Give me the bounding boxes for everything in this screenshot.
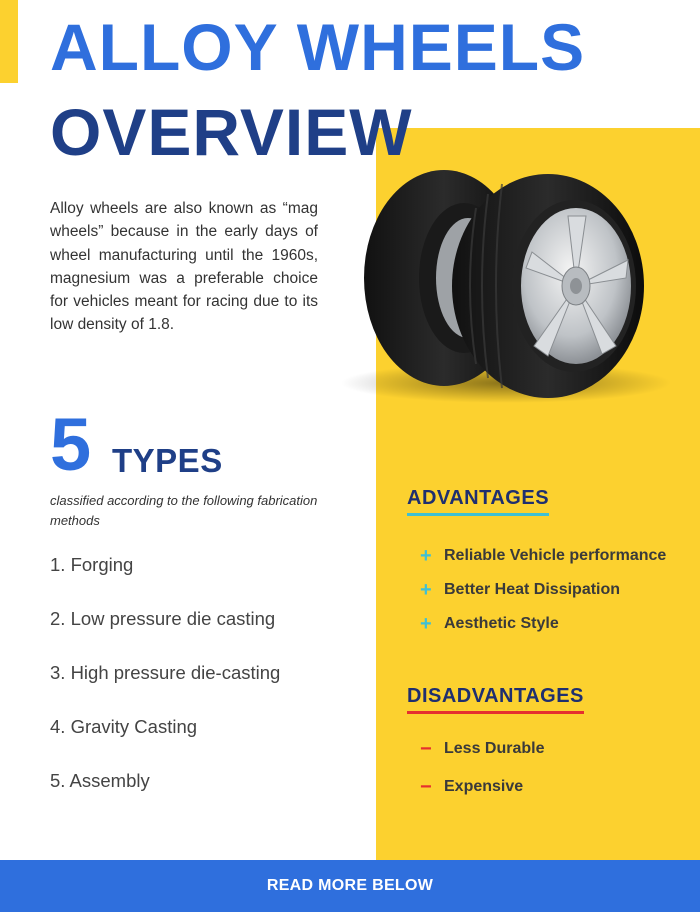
- page-title-line2: OVERVIEW: [50, 95, 413, 169]
- list-item: [420, 607, 666, 641]
- disadvantages-list: [420, 730, 544, 806]
- plus-icon: +: [420, 613, 432, 635]
- advantages-heading-text: ADVANTAGES: [407, 487, 550, 509]
- list-item: [420, 539, 666, 573]
- advantages-underline: [407, 513, 549, 516]
- advantage-text: Aesthetic Style: [444, 615, 559, 632]
- disadvantage-text: Less Durable: [444, 740, 545, 757]
- list-item: [420, 768, 544, 806]
- read-more-button[interactable]: [0, 860, 700, 912]
- disadvantage-text: Expensive: [444, 778, 524, 795]
- list-item: [420, 573, 666, 607]
- types-count: 5: [50, 403, 92, 486]
- minus-icon: −: [420, 776, 432, 798]
- disadvantages-underline: [407, 711, 584, 714]
- plus-icon: +: [420, 545, 432, 567]
- advantage-text: Reliable Vehicle performance: [444, 547, 667, 564]
- disadvantages-heading-text: DISADVANTAGES: [407, 685, 584, 707]
- advantages-heading: [407, 487, 549, 516]
- fabrication-methods-list: [50, 553, 280, 823]
- disadvantages-heading: [407, 685, 584, 714]
- types-subtitle: classified according to the following fabrication methods: [50, 493, 318, 528]
- list-item: [420, 730, 544, 768]
- list-item: 1. Forging: [50, 554, 134, 575]
- plus-icon: +: [420, 579, 432, 601]
- page-title-line1: ALLOY WHEELS: [50, 10, 586, 84]
- types-label: TYPES: [112, 442, 223, 479]
- list-item: 4. Gravity Casting: [50, 716, 198, 737]
- read-more-label: READ MORE BELOW: [266, 877, 434, 894]
- list-item: 2. Low pressure die casting: [50, 608, 276, 629]
- minus-icon: −: [420, 738, 432, 760]
- alloy-wheels-image: [336, 168, 676, 408]
- left-accent-bar: [0, 0, 18, 83]
- advantage-text: Better Heat Dissipation: [444, 581, 621, 598]
- list-item: 5. Assembly: [50, 770, 150, 791]
- list-item: 3. High pressure die-casting: [50, 662, 281, 683]
- advantages-list: [420, 539, 666, 641]
- intro-paragraph: Alloy wheels are also known as “mag wheels” because in the early days of wheel manufacturing until the 1960s, magnesium was a preferable choice for vehicles meant for racing due to its low density of 1.8.: [50, 200, 318, 334]
